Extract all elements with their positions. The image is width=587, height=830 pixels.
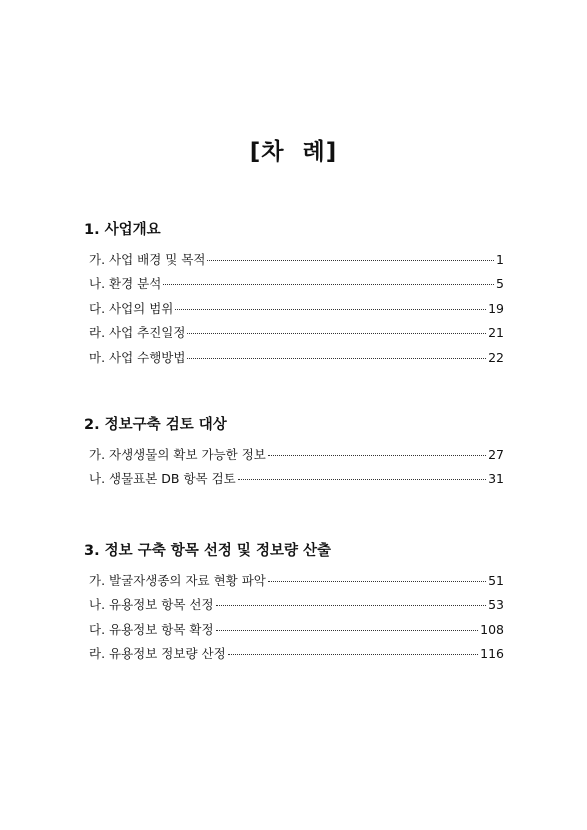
entry-page-number: 21 — [488, 325, 504, 341]
entry-page-number: 22 — [488, 349, 504, 365]
dot-leader — [238, 479, 486, 480]
dot-leader — [187, 333, 486, 334]
entry-page-number: 5 — [496, 276, 504, 292]
entry-label: 나. 유용정보 항목 선정 — [89, 597, 214, 613]
toc-entry[interactable] — [89, 300, 504, 324]
dot-leader — [187, 358, 486, 359]
entry-label: 가. 발굴자생종의 자료 현황 파악 — [89, 573, 266, 588]
dot-leader — [228, 654, 478, 655]
toc-title: [차 례] — [249, 139, 338, 165]
toc-section-3 — [84, 542, 504, 670]
toc-entry[interactable] — [89, 645, 504, 669]
entry-page-number: 1 — [496, 252, 504, 267]
section-heading: 2. 정보구축 검토 대상 — [84, 417, 227, 433]
toc-entry[interactable] — [89, 470, 504, 494]
entry-label: 라. 유용정보 정보량 산정 — [89, 646, 226, 662]
toc-entry[interactable] — [89, 349, 504, 373]
dot-leader — [216, 605, 487, 606]
dot-leader — [163, 284, 494, 285]
entry-page-number: 116 — [480, 646, 504, 662]
entry-page-number: 53 — [488, 597, 504, 613]
entry-label: 다. 사업의 범위 — [89, 300, 174, 316]
toc-entry[interactable] — [89, 251, 504, 275]
toc-entry[interactable] — [89, 621, 504, 645]
entry-page-number: 19 — [488, 300, 504, 316]
section-heading: 3. 정보 구축 항목 선정 및 정보량 산출 — [84, 543, 332, 559]
dot-leader — [175, 309, 486, 310]
entry-page-number: 27 — [488, 447, 504, 462]
dot-leader — [207, 260, 494, 261]
dot-leader — [268, 581, 486, 582]
entry-label: 나. 생물표본 DB 항목 검토 — [89, 471, 236, 487]
entry-page-number: 108 — [480, 621, 504, 637]
toc-entry[interactable] — [89, 275, 504, 299]
entry-page-number: 51 — [488, 573, 504, 588]
toc-entry[interactable] — [89, 572, 504, 596]
toc-entry[interactable] — [89, 446, 504, 470]
toc-section-1 — [84, 221, 504, 373]
entry-label: 라. 사업 추진일정 — [89, 325, 186, 341]
entry-label: 마. 사업 수행방법 — [89, 349, 186, 365]
entry-label: 가. 자생생물의 확보 가능한 정보 — [89, 447, 266, 462]
dot-leader — [216, 630, 479, 631]
toc-section-2 — [84, 416, 504, 495]
section-heading: 1. 사업개요 — [84, 222, 161, 238]
entry-page-number: 31 — [488, 471, 504, 487]
dot-leader — [268, 455, 486, 456]
toc-entry[interactable] — [89, 324, 504, 348]
entry-label: 나. 환경 분석 — [89, 276, 162, 292]
entry-label: 다. 유용정보 항목 확정 — [89, 621, 214, 637]
toc-entry[interactable] — [89, 596, 504, 620]
entry-label: 가. 사업 배경 및 목적 — [89, 252, 206, 267]
